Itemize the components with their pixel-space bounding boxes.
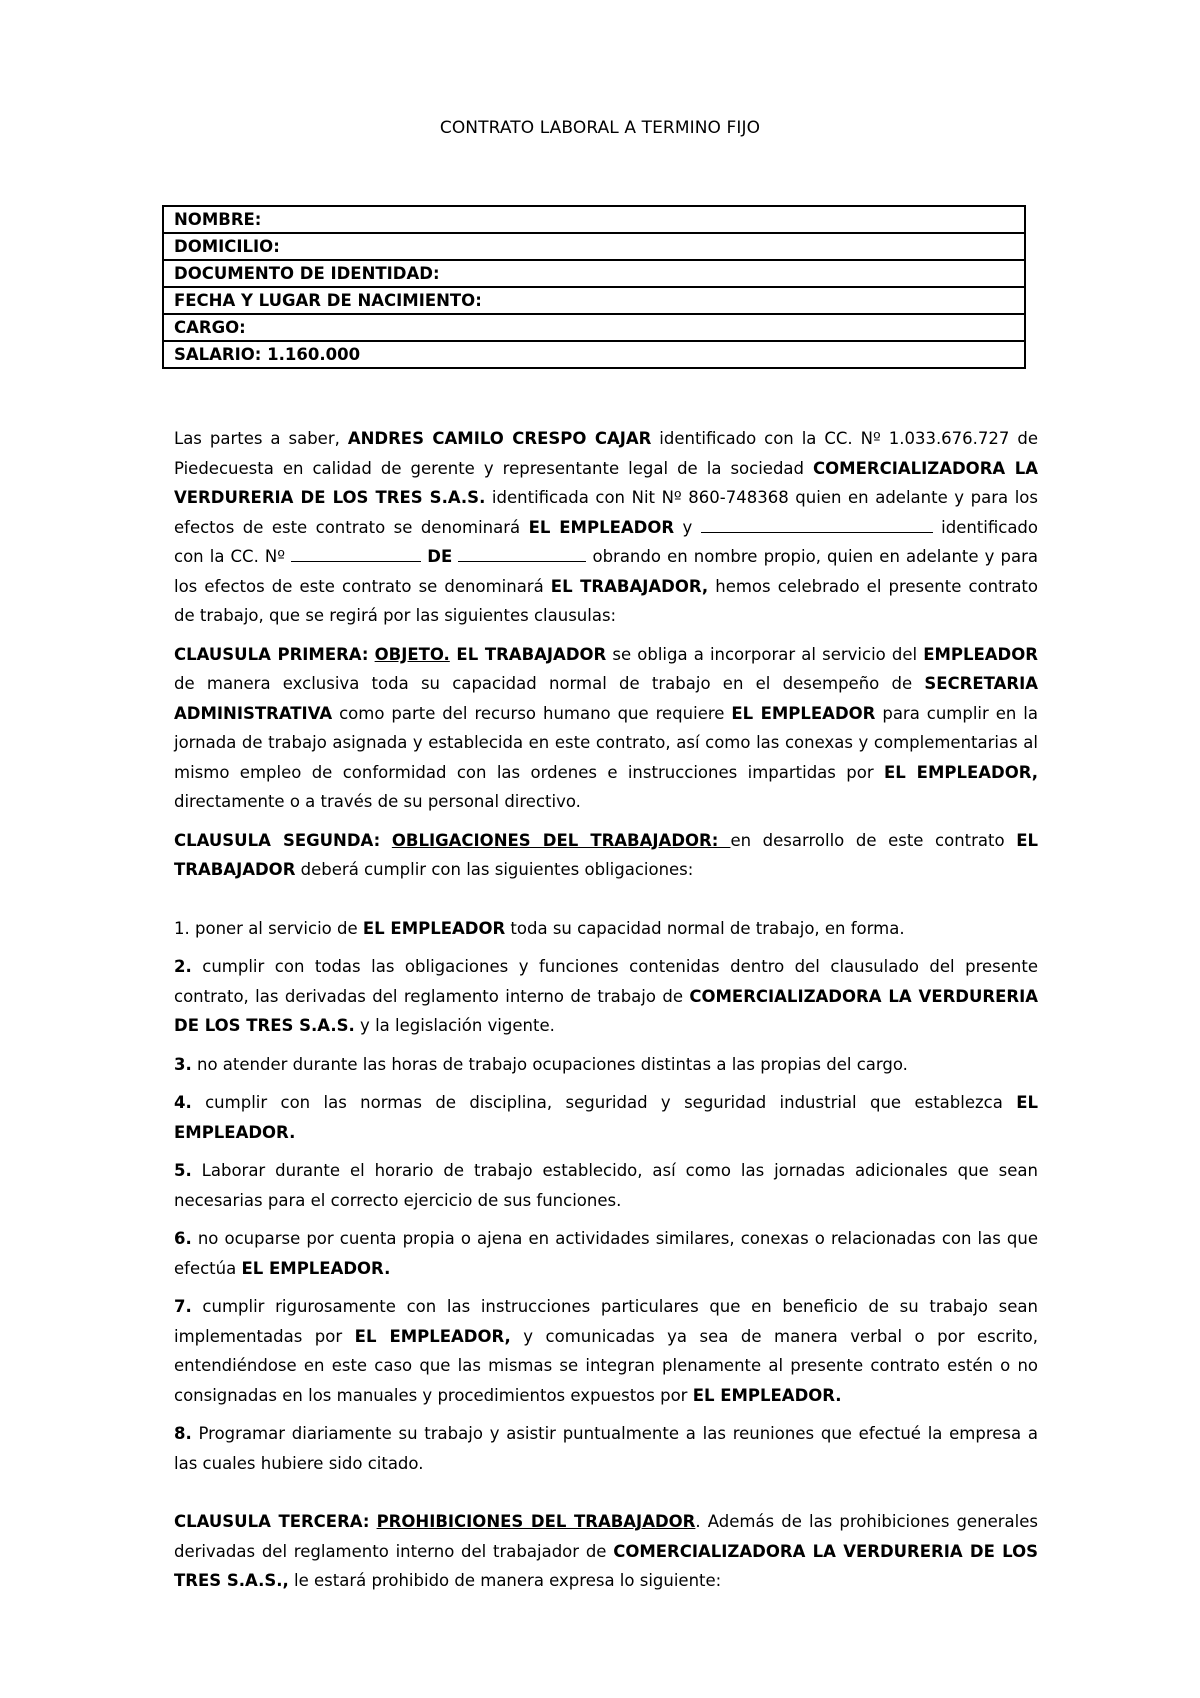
- table-row: [163, 314, 1025, 341]
- list-item: 3. no atender durante las horas de trabajo ocupaciones distintas a las propias del cargo.: [174, 1054, 908, 1074]
- worker-city-blank: [458, 545, 586, 562]
- personal-info-table: [162, 205, 1026, 369]
- field-salario: SALARIO: 1.160.000: [163, 341, 1025, 368]
- clause-heading: OBLIGACIONES DEL TRABAJADOR:: [391, 830, 731, 850]
- list-item: 6. no ocuparse por cuenta propia o ajena en actividades similares, conexas o relacionadas con las que efectúa EL EMPLEADOR.: [174, 1229, 1038, 1278]
- table-row: [163, 233, 1025, 260]
- table-row: [163, 206, 1025, 233]
- company-name: COMERCIALIZADORA LA VERDURERIA DE LOS TRES S.A.S.: [174, 458, 1038, 507]
- employer-name: ANDRES CAMILO CRESPO CAJAR: [347, 429, 652, 448]
- field-nombre: NOMBRE:: [163, 206, 1025, 233]
- list-item: 1. poner al servicio de EL EMPLEADOR toda su capacidad normal de trabajo, en forma.: [174, 918, 905, 938]
- table-row: [163, 341, 1025, 368]
- list-item: 7. cumplir rigurosamente con las instrucciones particulares que en beneficio de su trabajo sean implementadas por EL EMPLEADOR, y comunicadas ya sea de manera verbal o por escrito, entendiéndose en este caso que las mismas se integran plenamente al presente contrato estén o no consignadas en los manuales y procedimientos expuestos por EL EMPLEADOR.: [174, 1297, 1038, 1405]
- worker-id-blank: [291, 545, 421, 562]
- field-domicilio: DOMICILIO:: [163, 233, 1025, 260]
- spacer: [174, 1487, 1038, 1507]
- list-item: 4. cumplir con las normas de disciplina, seguridad y seguridad industrial que establezca EL EMPLEADOR.: [174, 1093, 1038, 1142]
- clause-heading: PROHIBICIONES DEL TRABAJADOR: [376, 1512, 696, 1531]
- intro-paragraph: Las partes a saber, ANDRES CAMILO CRESPO CAJAR identificado con la CC. Nº 1.033.676.727 de Piedecuesta en calidad de gerente y representante legal de la sociedad COMERCIALIZADORA LA VERDURERIA DE LOS TRES S.A.S. identificada con Nit Nº 860-748368 quien en adelante y para los efectos de este contrato se denominará EL EMPLEADOR y identificado con la CC. Nº DE obrando en nombre propio, quien en adelante y para los efectos de este contrato se denominará EL TRABAJADOR, hemos celebrado el presente contrato de trabajo, que se regirá por las siguientes clausulas:: [174, 429, 1039, 625]
- table-row: [163, 287, 1025, 314]
- contract-body: [174, 424, 1038, 1605]
- clause-tercera: CLAUSULA TERCERA: PROHIBICIONES DEL TRABAJADOR. Además de las prohibiciones generales derivadas del reglamento interno del trabajador de COMERCIALIZADORA LA VERDURERIA DE LOS TRES S.A.S., le estará prohibido de manera expresa lo siguiente:: [174, 1512, 1038, 1590]
- field-documento: DOCUMENTO DE IDENTIDAD:: [163, 260, 1025, 287]
- clause-primera: CLAUSULA PRIMERA: OBJETO. EL TRABAJADOR se obliga a incorporar al servicio del EMPLEADOR de manera exclusiva toda su capacidad normal de trabajo en el desempeño de SECRETARIA ADMINISTRATIVA como parte del recurso humano que requiere EL EMPLEADOR para cumplir en la jornada de trabajo asignada y establecida en este contrato, así como las conexas y complementarias al mismo empleo de conformidad con las ordenes e instrucciones impartidas por EL EMPLEADOR, directamente o a través de su personal directivo.: [174, 644, 1039, 811]
- list-item: 8. Programar diariamente su trabajo y asistir puntualmente a las reuniones que efectué la empresa a las cuales hubiere sido citado.: [174, 1424, 1038, 1473]
- clause-heading: OBJETO.: [374, 644, 450, 664]
- clause-segunda: CLAUSULA SEGUNDA: OBLIGACIONES DEL TRABAJADOR: en desarrollo de este contrato EL TRABAJADOR deberá cumplir con las siguientes obligaciones:: [174, 830, 1039, 879]
- list-item: 2. cumplir con todas las obligaciones y funciones contenidas dentro del clausulado del presente contrato, las derivadas del reglamento interno de trabajo de COMERCIALIZADORA LA VERDURERIA DE LOS TRES S.A.S. y la legislación vigente.: [174, 957, 1038, 1035]
- document-title: CONTRATO LABORAL A TERMINO FIJO: [439, 118, 761, 138]
- field-cargo: CARGO:: [163, 314, 1025, 341]
- field-nacimiento: FECHA Y LUGAR DE NACIMIENTO:: [163, 287, 1025, 314]
- worker-name-blank: [701, 516, 933, 533]
- spacer: [174, 894, 1038, 914]
- list-item: 5. Laborar durante el horario de trabajo establecido, así como las jornadas adicionales que sean necesarias para el correcto ejercicio de sus funciones.: [174, 1161, 1038, 1210]
- table-row: [163, 260, 1025, 287]
